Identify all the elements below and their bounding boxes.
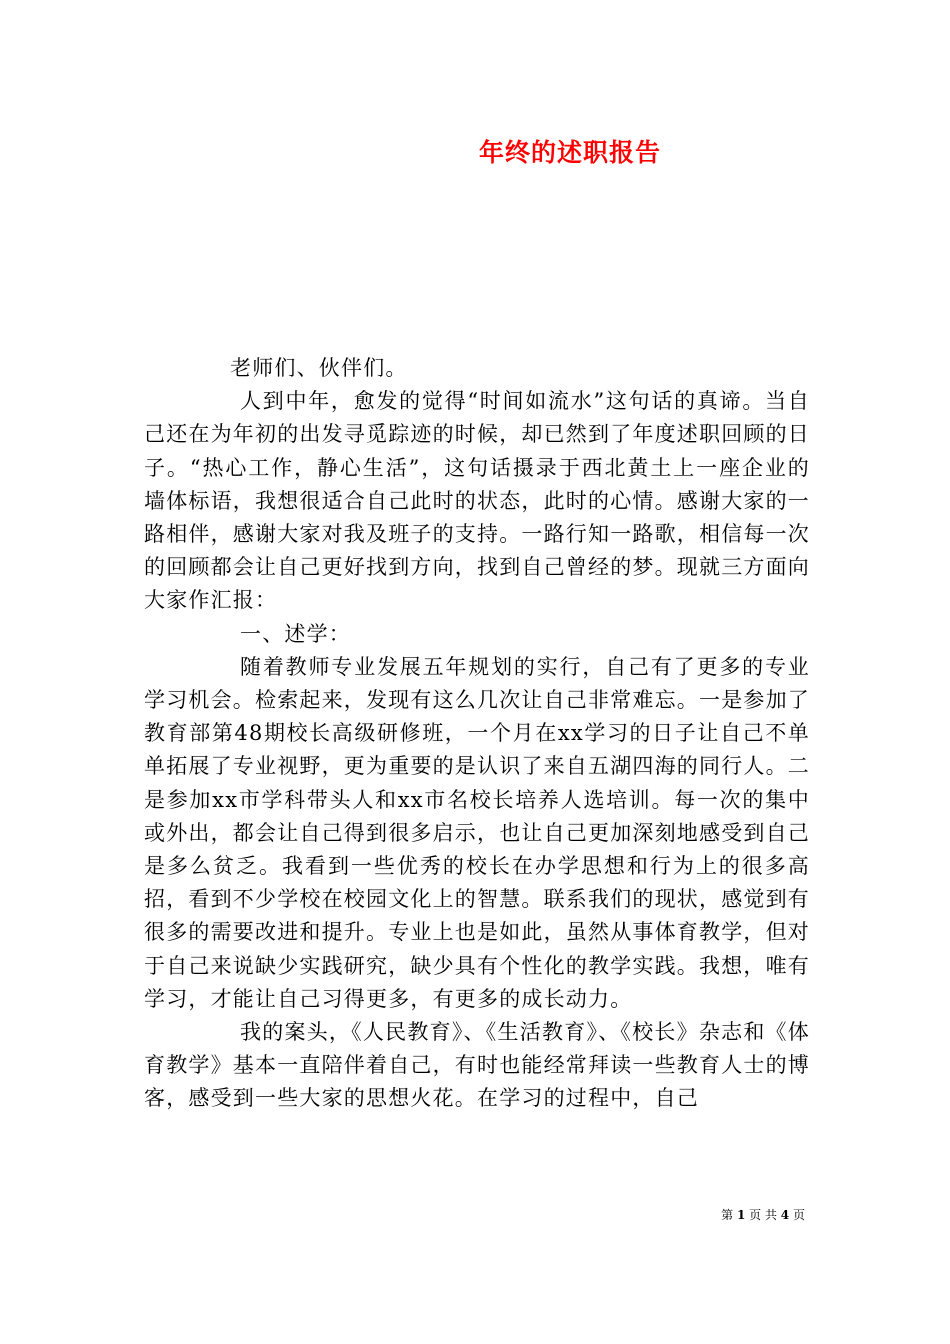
paragraph-intro: 人到中年，愈发的觉得“时间如流水”这句话的真谛。当自己还在为年初的出发寻觅踪迹的时候，却已然到了年度述职回顾的日子。“热心工作，静心生活”，这句话摄录于西北黄土上一座企业的墙体标语，我想很适合自己此时的状态，此时的心情。感谢大家的一路相伴，感谢大家对我及班子的支持。一路行知一路歌，相信每一次的回顾都会让自己更好找到方向，找到自己曾经的梦。现就三方面向大家作汇报： <box>144 389 810 613</box>
section-heading-study: 一、述学： <box>240 621 351 646</box>
current-page-number: 1 <box>736 1208 746 1222</box>
page-footer <box>721 1206 805 1223</box>
document-body <box>144 352 810 1116</box>
greeting: 老师们、伙伴们。 <box>230 356 408 380</box>
paragraph-reading: 我的案头，《人民教育》、《生活教育》、《校长》杂志和《体育教学》基本一直陪伴着自己，有时也能经常拜读一些教育人士的博客，感受到一些大家的思想火花。在学习的过程中，自己 <box>144 1020 810 1111</box>
paragraph-study: 随着教师专业发展五年规划的实行，自己有了更多的专业学习机会。检索起来，发现有这么几次让自己非常难忘。一是参加了教育部第48期校长高级研修班，一个月在xx学习的日子让自己不单单拓展了专业视野，更为重要的是认识了来自五湖四海的同行人。二是参加xx市学科带头人和xx市名校长培养人选培训。每一次的集中或外出，都会让自己得到很多启示，也让自己更加深刻地感受到自己是多么贫乏。我看到一些优秀的校长在办学思想和行为上的很多高招，看到不少学校在校园文化上的智慧。联系我们的现状，感觉到有很多的需要改进和提升。专业上也是如此，虽然从事体育教学，但对于自己来说缺少实践研究，缺少具有个性化的教学实践。我想，唯有学习，才能让自己习得更多，有更多的成长动力。 <box>144 654 810 1011</box>
footer-suffix: 页 <box>792 1208 805 1222</box>
total-pages-number: 4 <box>780 1208 790 1222</box>
footer-prefix: 第 <box>721 1208 734 1222</box>
footer-middle: 页 共 <box>749 1208 777 1222</box>
document-title: 年终的述职报告 <box>478 138 661 167</box>
